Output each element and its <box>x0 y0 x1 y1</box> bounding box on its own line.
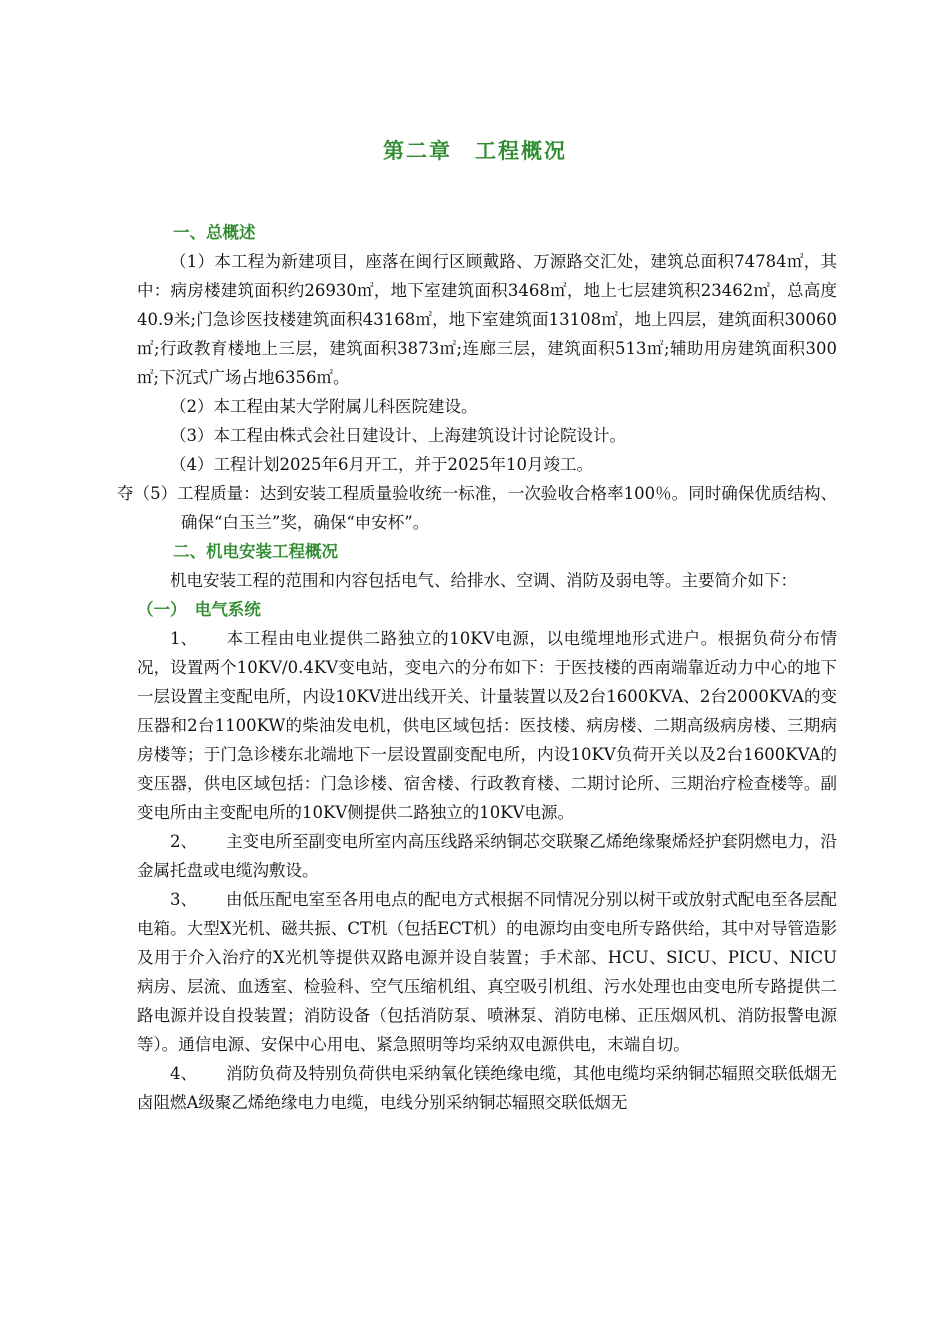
mep-intro-paragraph: 机电安装工程的范围和内容包括电气、给排水、空调、消防及弱电等。主要简介如下： <box>170 571 797 590</box>
overview-paragraph-3: （3）本工程由株式会社日建设计、上海建筑设计讨论院设计。 <box>170 426 626 445</box>
item-text: 主变电所至副变电所室内高压线路采纳铜芯交联聚乙烯绝缘聚烯烃护套阴燃电力，沿金属托盘或电缆沟敷设。 <box>137 832 837 880</box>
item-number: 3、 <box>170 890 197 909</box>
electrical-item-3 <box>137 885 837 1059</box>
item-number: 4、 <box>170 1064 197 1083</box>
section-heading-overview: 一、总概述 <box>173 223 256 242</box>
item-number: 1、 <box>170 629 197 648</box>
document-body <box>117 218 837 1117</box>
overview-paragraph-5: 夺（5）工程质量：达到安装工程质量验收统一标准，一次验收合格率100％。同时确保优质结构、确保“白玉兰”奖，确保“申安杯”。 <box>117 484 837 532</box>
section-heading-mep: 二、机电安装工程概况 <box>173 542 338 561</box>
item-text: 本工程由电业提供二路独立的10KV电源，以电缆埋地形式进户。根据负荷分布情况，设置两个10KV/0.4KV变电站，变电六的分布如下：于医技楼的西南端靠近动力中心的地下一层设置主变配电所，内设10KV进出线开关、计量装置以及2台1600KVA、2台2000KVA的变压器和2台1100KW的柴油发电机，供电区域包括：医技楼、病房楼、二期高级病房楼、三期病房楼等；于门急诊楼东北端地下一层设置副变配电所，内设10KV负荷开关以及2台1600KVA的变压器，供电区域包括：门急诊楼、宿舍楼、行政教育楼、二期讨论所、三期治疗检查楼等。副变电所由主变配电所的10KV侧提供二路独立的10KV电源。 <box>137 629 837 822</box>
overview-paragraph-1: （1）本工程为新建项目，座落在闽行区顾戴路、万源路交汇处，建筑总面积74784㎡，其中：病房楼建筑面积约26930㎡，地下室建筑面积3468㎡，地上七层建筑积23462㎡，总高度40.9米;门急诊医技楼建筑面积43168㎡，地下室建筑面13108㎡，地上四层，建筑面积30060㎡;行政教育楼地上三层，建筑面积3873㎡;连廊三层，建筑面积513㎡;辅助用房建筑面积300㎡;下沉式广场占地6356㎡。 <box>137 252 837 387</box>
electrical-item-4 <box>137 1059 837 1117</box>
subsection-heading-electrical: （一） 电气系统 <box>137 600 261 619</box>
item-number: 2、 <box>170 832 197 851</box>
electrical-item-1 <box>137 624 837 827</box>
item-text: 消防负荷及特别负荷供电采纳氧化镁绝缘电缆，其他电缆均采纳铜芯辐照交联低烟无卤阻燃A级聚乙烯绝缘电力电缆，电线分别采纳铜芯辐照交联低烟无 <box>137 1064 837 1112</box>
item-text: 由低压配电室至各用电点的配电方式根据不同情况分别以树干或放射式配电至各层配电箱。大型X光机、磁共振、CT机（包括ECT机）的电源均由变电所专路供给，其中对导管造影及用于介入治疗的X光机等提供双路电源并设自装置；手术部、HCU、SICU、PICU、NICU病房、层流、血透室、检验科、空气压缩机组、真空吸引机组、污水处理也由变电所专路提供二路电源并设自投装置；消防设备（包括消防泵、喷淋泵、消防电梯、正压烟风机、消防报警电源等）。通信电源、安保中心用电、紧急照明等均采纳双电源供电，末端自切。 <box>137 890 837 1054</box>
chapter-title: 第二章 工程概况 <box>383 139 567 163</box>
overview-paragraph-2: （2）本工程由某大学附属儿科医院建设。 <box>170 397 478 416</box>
overview-paragraph-4: （4）工程计划2025年6月开工，并于2025年10月竣工。 <box>170 455 593 474</box>
electrical-item-2 <box>137 827 837 885</box>
